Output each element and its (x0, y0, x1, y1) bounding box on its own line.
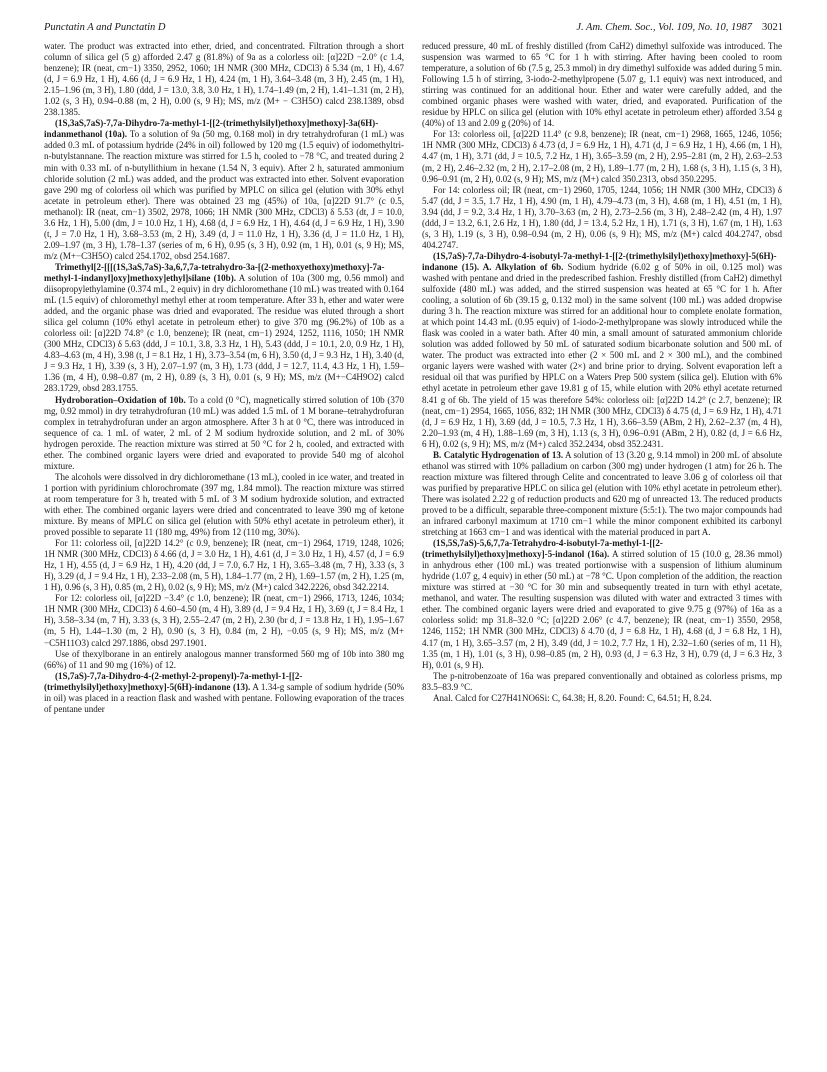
paragraph-text: A solution of 10a (300 mg, 0.56 mmol) and diisopropylethylamine (0.374 mL, 2 equiv) in dry dichloromethane (10 mL) was treated with 0.164 mL (1.5 equiv) of chloromethyl methyl ether at room temperature. After 33 h, ether and water were added, and the organic phase was dried and evaporated. The residue was eluted through a short silica gel column (10% ethyl acetate in petroleum ether) to give 370 mg (96.2%) of 10b as a colorless oil: [α]22D 74.8° (c 1.0, benzene); IR (neat, cm−1) 2924, 1252, 1116, 1050; 1H NMR (300 MHz, CDCl3) δ 5.63 (ddd, J = 10.1, 3.8, 3.3 Hz, 1 H), 5.43 (ddd, J = 10.1, 2.0, 0.9 Hz, 1 H), 4.83–4.63 (m, 4 H), 3.98 (t, J = 8.1 Hz, 1 H), 3.73–3.54 (m, 6 H), 3.50 (d, J = 9.3 Hz, 1 H), 3.40 (d, J = 9.3 Hz, 1 H), 3.39 (s, 3 H), 2.07–1.97 (m, 3 H), 1.73 (ddd, J = 12.7, 11.4, 4.3 Hz, 1 H), 1.59–1.36 (m, 4 H), 0.98–0.87 (m, 2 H), 0.89 (s, 3 H), 0.01 (s, 9 H); MS, m/z (M+−C4H9O2) calcd 283.1729, obsd 283.1755. (44, 272, 404, 394)
paragraph-heading: (1S,7aS)-7,7a-Dihydro-4-(2-methyl-2-propenyl)-7a-methyl-1-[[2-(trimethylsilyl)ethoxy]methoxy]-5(6H)-indanone (13). (44, 670, 303, 692)
paragraph (44, 41, 404, 118)
paragraph-text: Use of thexylborane in an entirely analogous manner transformed 560 mg of 10b into 380 mg (66%) of 11 and 90 mg (16%) of 12. (44, 648, 404, 670)
paragraph-heading: Hydroboration–Oxidation of 10b. (55, 394, 186, 405)
paragraph (44, 671, 404, 715)
paragraph-text: The alcohols were dissolved in dry dichloromethane (13 mL), cooled in ice water, and treated in 1 portion with pyridinium chlorochromate (397 mg, 1.84 mmol). The reaction mixture was stirred at room temperature for 3 h, treated with 5 mL of 3 M sodium hydroxide solution, and extracted with ether. The combined organic layers were dried and concentrated to leave 390 mg of ketone mixture. By means of MPLC on silica gel (elution with 50% ethyl acetate in petroleum ether), it proved possible to separate 11 (180 mg, 49%) from 12 (110 mg, 30%). (44, 471, 404, 538)
paragraph (422, 251, 782, 450)
paragraph-text: reduced pressure, 40 mL of freshly distilled (from CaH2) dimethyl sulfoxide was introduced. The suspension was warmed to 65 °C for 1 h with stirring. After having been cooled to room temperature, a solution of 6b (7.5 g, 25.3 mmol) in dry dimethyl sulfoxide was added during 5 min. Following 1.5 h of stirring, 3-iodo-2-methylpropene (5.07 g, 1.1 equiv) was next introduced, and stirring was continued for an additional hour. Ether and water were carefully added, and the combined organic phases were washed with water, dried, and evaporated. Purification of the residue by HPLC on silica gel (elution with 10% ethyl acetate in petroleum ether) afforded 3.54 g (40%) of 13 and 2.09 g (20%) of 14. (422, 41, 782, 129)
paragraph-text: A stirred solution of 15 (10.0 g, 28.36 mmol) in anhydrous ether (100 mL) was treated portionwise with a suspension of lithium aluminum hydride (1.07 g, 4 equiv) in ether (50 mL) at −78 °C. Upon completion of the addition, the reaction mixture was stirred at −30 °C for 30 min and subsequently treated in turn with ethyl acetate, methanol, and water. The resulting suspension was diluted with water and extracted 3 times with ether. The combined organic layers were dried and evaporated to give 9.75 g (97%) of 16a as a colorless solid: mp 31.8–32.0 °C; [α]22D 2.06° (c 4.7, benzene); IR (neat, cm−1) 3550, 2958, 1246, 1152; 1H NMR (300 MHz, CDCl3) δ 4.70 (d, J = 6.8 Hz, 1 H), 4.68 (d, J = 6.8 Hz, 1 H), 4.17 (m, 1 H), 3.65–3.57 (m, 2 H), 3.49 (dd, J = 10.2, 7.7 Hz, 1 H), 2.32–1.60 (series of m, 11 H), 1.35 (m, 1 H), 1.01 (s, 3 H), 0.98–0.85 (m, 2 H), 0.93 (d, J = 6.3 Hz, 3 H), 0.79 (d, J = 6.3 Hz, 3 H), 0.01 (s, 9 H). (422, 549, 782, 670)
running-header (44, 22, 783, 33)
paragraph-heading: (1S,7aS)-7,7a-Dihydro-4-isobutyl-7a-methyl-1-[[2-(trimethylsilyl)ethoxy]methoxy]-5(6H)-indanone (15). A. Alkylation of 6b. (422, 250, 777, 272)
paragraph (44, 262, 404, 395)
paragraph-text: To a solution of 9a (50 mg, 0.168 mol) in dry tetrahydrofuran (1 mL) was added 0.3 mL of potassium hydride (24% in oil) followed by 120 mg (1.5 equiv) of iodomethyltri-n-butylstannane. The reaction mixture was stirred for 1.5 h, cooled to −78 °C, and treated during 2 min with 0.33 mL of n-butyllithium in hexane (1.54 N, 3 equiv). After 2 h, saturated ammonium chloride solution (2 mL) was added, and the product was extracted into ether. Solvent evaporation gave 290 mg of colorless oil which was purified by MPLC on silica gel (elution with 30% ethyl acetate in petroleum ether). There was obtained 23 mg (45%) of 10a, [α]22D 91.7° (c 0.5, methanol): IR (neat, cm−1) 3502, 2978, 1066; 1H NMR (300 MHz, CDCl3) δ 5.53 (dt, J = 10.0, 3.6 Hz, 1 H), 5.00 (dm, J = 10.0 Hz, 1 H), 4.68 (d, J = 6.9 Hz, 1 H), 4.64 (d, J = 6.9 Hz, 1 H), 3.90 (t, J = 7.0 Hz, 1 H), 3.68–3.53 (m, 2 H), 3.49 (d, J = 11.0 Hz, 1 H), 3.36 (d, J = 11.0 Hz, 1 H), 2.09–1.97 (m, 3 H), 1.78–1.37 (series of m, 6 H), 0.95 (s, 3 H), 0.92 (m, 1 H), 0.01 (s, 9 H); MS, m/z (M+−C3H5O) calcd 254.1702, obsd 254.1687. (44, 129, 404, 261)
journal-reference: J. Am. Chem. Soc., Vol. 109, No. 10, 1987 (576, 22, 752, 33)
paragraph-text: Sodium hydride (6.02 g of 50% in oil, 0.125 mol) was washed with pentane and dried in the predescribed fashion. Freshly distilled (from CaH2) dimethyl sulfoxide (480 mL) was added, and the stirred suspension was heated at 65 °C for 1 h. After cooling, a solution of 6b (39.15 g, 0.132 mol) in the same solvent (100 mL) was added dropwise during 3 h. The reaction mixture was stirred for an additional hour to complete enolate formation, at which point 14.43 mL (0.95 equiv) of 1-iodo-2-methylpropane was slowly introduced while the flask was cooled in a water bath. After 40 min, a small amount of saturated ammonium chloride solution was added followed by 50 mL of saturated sodium bicarbonate solution and 500 mL of water. The product was extracted into ether (2 × 500 mL and 2 × 300 mL), and the combined organic layers were washed with water (2×) and brine prior to drying. Solvent evaporation left a residual oil that was purified by HPLC on a Waters Prep 500 system (silica gel). Elution with 6% ethyl acetate in petroleum ether gave 19.81 g of 15, while elution with 20% ethyl acetate returned 8.41 g of 6b. The yield of 15 was therefore 54%: colorless oil: [α]22D 14.2° (c 2.7, benzene); IR (neat, cm−1) 2954, 1665, 1056, 832; 1H NMR (300 MHz, CDCl3) δ 4.75 (d, J = 6.9 Hz, 1 H), 4.71 (d, J = 6.9 Hz, 1 H), 3.69 (dd, J = 10.5, 7.3 Hz, 1 H), 3.66–3.59 (ABm, 2 H), 2.62–2.37 (m, 4 H), 2.20–1.93 (m, 4 H), 1.88–1.69 (m, 3 H), 1.13 (s, 3 H), 0.96–0.91 (ABm, 2 H), 0.82 (d, J = 6.6 Hz, 6 H), 0.02 (s, 9 H); MS, m/z (M+) calcd 352.2434, obsd 352.2431. (422, 261, 782, 449)
paragraph-text: Anal. Calcd for C27H41NO6Si: C, 64.38; H, 8.20. Found: C, 64.51; H, 8.24. (433, 692, 712, 703)
paragraph-text: For 14: colorless oil; IR (neat, cm−1) 2960, 1705, 1244, 1056; 1H NMR (300 MHz, CDCl3) δ 5.47 (dd, J = 3.5, 1.7 Hz, 1 H), 4.90 (m, 1 H), 4.79–4.73 (m, 3 H), 4.68 (m, 1 H), 4.51 (m, 1 H), 3.94 (dd, J = 9.2, 3.4 Hz, 1 H), 3.70–3.63 (m, 2 H), 2.73–2.56 (m, 3 H), 2.48–2.42 (m, 4 H), 1.97 (ddd, J = 13.2, 6.1, 2.6 Hz, 1 H), 1.80 (dd, J = 13.4, 5.2 Hz, 1 H), 1.71 (s, 3 H), 1.67 (m, 1 H), 1.63 (s, 3 H), 1.19 (s, 3 H), 0.98–0.94 (m, 2 H), 0.06 (s, 9 H); MS, m/z (M+) calcd 404.2747, obsd 404.2747. (422, 184, 782, 250)
paragraph-text: A 1.34-g sample of sodium hydride (50% in oil) was placed in a reaction flask and washed with pentane. Following evaporation of the traces of pentane under (44, 681, 404, 714)
paragraph (422, 693, 782, 704)
paragraph (44, 118, 404, 262)
paragraph (44, 472, 404, 538)
paragraph (44, 649, 404, 671)
paragraph (422, 41, 782, 129)
paragraph (422, 671, 782, 693)
journal-citation (576, 22, 783, 33)
right-column (422, 41, 782, 715)
paragraph-text: The p-nitrobenzoate of 16a was prepared conventionally and obtained as colorless prisms, mp 83.5–83.9 °C. (422, 670, 782, 692)
paragraph-heading: B. Catalytic Hydrogenation of 13. (433, 449, 564, 460)
paragraph (422, 450, 782, 538)
paragraph (422, 185, 782, 251)
paragraph-text: To a cold (0 °C), magnetically stirred solution of 10b (370 mg, 0.92 mmol) in dry tetrahydrofuran (10 mL) was added 1.5 mL of 1 M borane–tetrahydrofuran complex in tetrahydrofuran under an argon atmosphere. After 3 h at 0 °C, there was introduced in sequence of ca. 1 mL of water, 2 mL of 2 M sodium hydroxide solution, and 2 mL of 30% hydrogen peroxide. The reaction mixture was stirred at 50 °C for 2 h, cooled, and extracted with ether. The combined organic layers were dried and evaporated to provide 540 mg of alcohol mixture. (44, 394, 404, 471)
paragraph-text: For 13: colorless oil, [α]22D 11.4° (c 9.8, benzene); IR (neat, cm−1) 2968, 1665, 1246, 1056; 1H NMR (300 MHz, CDCl3) δ 4.73 (d, J = 6.9 Hz, 1 H), 4.71 (d, J = 6.9 Hz, 1 H), 4.66 (m, 1 H), 4.47 (m, 1 H), 3.71 (dd, J = 10.5, 7.2 Hz, 1 H), 3.65–3.59 (m, 2 H), 2.95–2.81 (m, 2 H), 2.63–2.53 (m, 2 H), 2.46–2.32 (m, 2 H), 2.17–2.08 (m, 2 H), 1.89–1.77 (m, 2 H), 1.68 (s, 3 H), 1.15 (s, 3 H), 0.96–0.91 (m, 2 H), 0.02 (s, 9 H); MS, m/z (M+) calcd 350.2313, obsd 350.2295. (422, 129, 782, 184)
paragraph (44, 395, 404, 472)
body-columns (44, 41, 783, 715)
left-column (44, 41, 404, 715)
paragraph (422, 538, 782, 671)
paragraph-text: For 11: colorless oil, [α]22D 14.2° (c 0.9, benzene); IR (neat, cm−1) 2964, 1719, 1248, 1026; 1H NMR (300 MHz, CDCl3) δ 4.66 (d, J = 3.0 Hz, 1 H), 4.61 (d, J = 3.0 Hz, 1 H), 4.57 (d, J = 6.9 Hz, 1 H), 4.55 (d, J = 6.9 Hz, 1 H), 4.20 (dd, J = 7.0, 6.7 Hz, 1 H), 3.65–3.48 (m, 7 H), 3.33 (s, 3 H), 3.29 (d, J = 9.4 Hz, 1 H), 2.33–2.08 (m, 5 H), 1.84–1.77 (m, 2 H), 1.69–1.57 (m, 2 H), 1.25 (m, 1 H), 0.96 (s, 3 H), 0.85 (m, 2 H), 0.02 (s, 9 H); MS, m/z (M+) calcd 342.2226, obsd 342.2214. (44, 538, 404, 593)
paragraph-text: water. The product was extracted into ether, dried, and concentrated. Filtration through a short column of silica gel (5 g) afforded 2.47 g (81.8%) of 9a as a colorless oil: [α]22D −2.0° (c 1.4, benzene); IR (neat, cm−1) 3350, 2952, 1060; 1H NMR (300 MHz, CDCl3) δ 5.34 (m, 1 H), 4.67 (d, J = 6.9 Hz, 1 H), 4.66 (d, J = 6.9 Hz, 1 H), 4.24 (m, 1 H), 3.64–3.48 (m, 3 H), 2.45 (m, 1 H), 2.15–1.96 (m, 3 H), 1.80 (ddd, J = 13.0, 3.8, 3.0 Hz, 1 H), 1.74–1.49 (m, 2 H), 1.41–1.31 (m, 2 H), 1.02 (s, 3 H), 0.94–0.88 (m, 2 H), 0.00 (s, 9 H); MS, m/z (M+ − C3H5O) calcd 238.1389, obsd 238.1385. (44, 41, 404, 118)
paragraph-text: A solution of 13 (3.20 g, 9.14 mmol) in 200 mL of absolute ethanol was stirred with 10% palladium on carbon (300 mg) under hydrogen (1 atm) for 26 h. The reaction mixture was filtered through Celite and concentrated to leave 3.06 g of colorless oil that was purified by preparative HPLC on silica gel (elution with 10% ethyl acetate in petroleum ether). There was isolated 2.22 g of reduction products and 620 mg of unreacted 13. The reduced products proved to be a difficult, separable three-component mixture (5:5:1). The two major compounds had an infrared carbonyl maximum at 1710 cm−1 while the minor component exhibited its carbonyl stretching at 1663 cm−1 and was identical with the material produced in part A. (422, 449, 782, 538)
paragraph (44, 538, 404, 593)
page-number: 3021 (762, 22, 783, 33)
running-title: Punctatin A and Punctatin D (44, 22, 166, 33)
paragraph-heading: Trimethyl[2-[[[(1S,3aS,7aS)-3a,6,7,7a-tetrahydro-3a-[(2-methoxyethoxy)methoxy]-7a-methyl-1-indanyl]oxy]methoxy]ethyl]silane (10b). (44, 261, 385, 283)
paragraph-heading: (1S,3aS,7aS)-7,7a-Dihydro-7a-methyl-1-[[2-(trimethylsilyl)ethoxy]methoxy]-3a(6H)-indanmethanol (10a). (44, 118, 379, 140)
paragraph (422, 129, 782, 184)
paragraph-text: For 12: colorless oil, [α]22D −3.4° (c 1.0, benzene); IR (neat, cm−1) 2966, 1713, 1246, 1034; 1H NMR (300 MHz, CDCl3) δ 4.60–4.50 (m, 4 H), 3.89 (d, J = 9.4 Hz, 1 H), 3.69 (t, J = 8.4 Hz, 1 H), 3.58–3.34 (m, 7 H), 3.33 (s, 3 H), 2.55–2.47 (m, 2 H), 2.30 (br d, J = 13.8 Hz, 1 H), 1.95–1.67 (m, 5 H), 1.44–1.30 (m, 2 H), 0.90 (s, 3 H), 0.84 (m, 2 H), −0.05 (s, 9 H); MS, m/z (M+−C5H11O3) calcd 297.1886, obsd 297.1901. (44, 593, 404, 648)
paragraph-heading: (1S,5S,7aS)-5,6,7,7a-Tetrahydro-4-isobutyl-7a-methyl-1-[[2-(trimethylsilyl)ethoxy]methoxy]-5-indanol (16a). (422, 538, 663, 560)
paragraph (44, 593, 404, 648)
